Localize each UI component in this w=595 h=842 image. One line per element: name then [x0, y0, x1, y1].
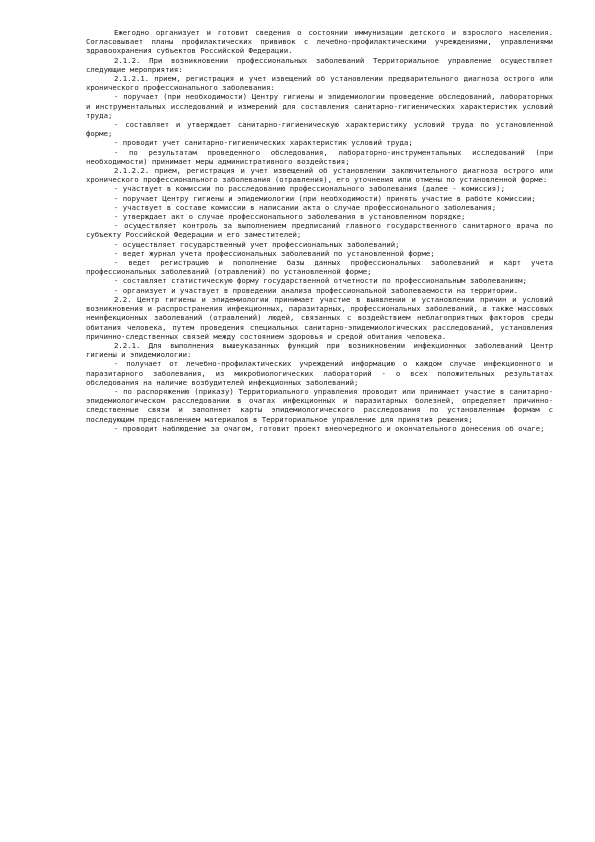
list-item: - ведет журнал учета профессиональных заболеваний по установленной форме; — [114, 248, 435, 258]
list-item: - по результатам проведенного обследования, лабораторно-инструментальных исследований (при необходимости) принимает меры административного воздействия; — [86, 147, 553, 166]
list-item: - осуществляет государственный учет профессиональных заболеваний; — [114, 239, 400, 249]
document-page — [86, 28, 553, 433]
list-item: - участвует в комиссии по расследованию профессионального заболевания (далее - комиссия); — [114, 184, 505, 194]
list-item: - поручает (при необходимости) Центру гигиены и эпидемиологии проведение обследований, лабораторных и инструментальных исследований и измерений для составления санитарно-гигиенических характеристик условий труда; — [86, 92, 553, 120]
paragraph: 2.2.1. Для выполнения вышеуказанных функций при возникновении инфекционных заболеваний Центр гигиены и эпидемиологии: — [86, 340, 553, 360]
paragraph: 2.2. Центр гигиены и эпидемиологии принимает участие в выявлении и установлении причин и условий возникновения и распространения инфекционных, паразитарных, профессиональных заболеваний, а также массовых неинфекционных заболеваний (отравлений) людей, связанных с воздействием неблагоприятных факторов среды обитания человека, путем проведения специальных санитарно-эпидемиологических расследований, установления причинно-следственных связей между состоянием здоровья и средой обитания человека. — [86, 294, 553, 341]
list-item: - получает от лечебно-профилактических учреждений информацию о каждом случае инфекционного и паразитарного заболевания, из микробиологических лабораторий - о всех положительных результатах обследования на наличие возбудителей инфекционных заболеваний; — [86, 359, 553, 387]
list-item: - утверждает акт о случае профессионального заболевания в установленном порядке; — [114, 212, 466, 222]
list-item: - осуществляет контроль за выполнением предписаний главного государственного санитарного врача по субъекту Российской Федерации и его заместителей; — [86, 221, 553, 240]
list-item: - ведет регистрацию и пополнение базы данных профессиональных заболеваний и карт учета профессиональных заболеваний (отравлений) по установленной форме; — [86, 258, 553, 277]
list-item: - участвует в составе комиссии в написании акта о случае профессионального заболевания; — [114, 202, 497, 212]
list-item: - поручает Центру гигиены и эпидемиологии (при необходимости) принять участие в работе комиссии; — [114, 193, 536, 203]
list-item: - организует и участвует в проведении анализа профессиональной заболеваемости на территории. — [114, 285, 519, 295]
list-item: - по распоряжению (приказу) Территориального управления проводит или принимает участие в санитарно-эпидемиологическом расследовании в очагах инфекционных и паразитарных болезней, определяет причинно-следственные связи и заполняет карты эпидемиологического расследования по установленным формам с последующим представлением материалов в Территориальное управление для принятия решения; — [86, 386, 553, 424]
paragraph: 2.1.2.2. прием, регистрация и учет извещений об установлении заключительного диагноза острого или хронического профессионального заболевания (отравления), его уточнения или отмены по установленной форме: — [86, 166, 553, 185]
paragraph: 2.1.2.1. прием, регистрация и учет извещений об установлении предварительного диагноза острого или хронического профессионального заболевания: — [86, 74, 553, 93]
paragraph: Ежегодно организует и готовит сведения о состоянии иммунизации детского и взрослого населения. Согласовывает планы профилактических прививок с лечебно-профилактическими учреждениями, управлениями здравоохранения субъектов Российской Федерации. — [86, 28, 553, 56]
list-item: - составляет статистическую форму государственной отчетности по профессиональным заболеваниям; — [114, 276, 527, 286]
paragraph: 2.1.2. При возникновении профессиональных заболеваний Территориальное управление осуществляет следующие мероприятия: — [86, 55, 553, 74]
list-item: - составляет и утверждает санитарно-гигиеническую характеристику условий труда по установленной форме; — [86, 120, 553, 139]
list-item: - проводит учет санитарно-гигиенических характеристик условий труда; — [114, 138, 413, 148]
list-item: - проводит наблюдение за очагом, готовит проект внеочередного и окончательного донесения об очаге; — [114, 423, 545, 433]
